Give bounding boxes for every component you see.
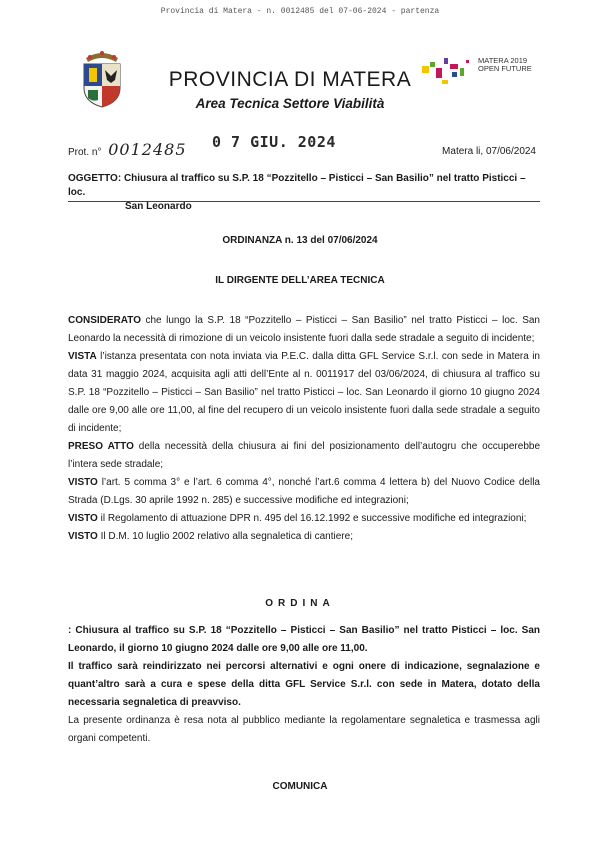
premise-paragraph [68, 312, 540, 348]
premise-text: l’istanza presentata con nota inviata via P.E.C. dalla ditta GFL Service S.r.l. con sede in Matera in data 31 maggio 2024, acquisita agli atti dell’Ente al n. 0011917 del 03/06/2024, di chiusura al traffico su S.P. 18 “Pozzitello – Pisticci – San Basilio” nel tratto Pisticci – loc. San Leonardo il giorno 10 giugno 2024 dalle ore 9,00 alle ore 11,00, al fine del recupero di un veicolo insistente fuori dalla sede stradale a seguito di incidente; [68, 351, 540, 434]
comunica-heading: COMUNICA [272, 781, 328, 792]
ordina-heading: ORDINA [265, 598, 335, 609]
protocol-header-stamp: Provincia di Matera - n. 0012485 del 07-06-2024 - partenza [160, 7, 440, 16]
place-date: Matera li, 07/06/2024 [442, 146, 536, 157]
premise-keyword: CONSIDERATO [68, 315, 141, 326]
order-section [68, 622, 540, 748]
order-detour: Il traffico sarà reindirizzato nei percorsi alternativi e ogni onere di indicazione, segnalazione e quant’altro sarà a cura e spese della ditta GFL Service S.r.l. con sede in Matera, dotato della necessaria segnaletica di preavviso. [68, 661, 540, 708]
premise-keyword: VISTO [68, 531, 98, 542]
premise-text: che lungo la S.P. 18 “Pozzitello – Pisticci – San Basilio” nel tratto Pisticci – loc. San Leonardo la necessità di rimozione di un veicolo insistente fuori dalla sede stradale a seguito di incidente; [68, 315, 540, 344]
premise-keyword: VISTA [68, 351, 97, 362]
matera-logo-line2: OPEN FUTURE [478, 64, 532, 73]
department-name: Area Tecnica Settore Viabilità [195, 96, 385, 111]
premise-text: Il D.M. 10 luglio 2002 relativo alla segnaletica di cantiere; [97, 531, 353, 542]
organization-name: PROVINCIA DI MATERA [168, 68, 412, 91]
premise-paragraph [68, 510, 540, 528]
premise-paragraph [68, 348, 540, 438]
protocol-number [68, 140, 187, 159]
premise-keyword: VISTO [68, 513, 98, 524]
matera-logo-line1: MATERA 2019 [478, 56, 528, 65]
subject-line1: Chiusura al traffico su S.P. 18 “Pozzitello – Pisticci – San Basilio” nel tratto Pisticci – loc. [68, 173, 526, 198]
province-crest-icon [80, 50, 124, 108]
order-publication: La presente ordinanza è resa nota al pubblico mediante la regolamentare segnaletica e trasmessa agli organi competenti. [68, 715, 540, 744]
protocol-handwritten-number: 0012485 [108, 140, 187, 159]
premise-paragraph [68, 438, 540, 474]
protocol-label: Prot. n° [68, 147, 102, 158]
ordinance-title: ORDINANZA n. 13 del 07/06/2024 [222, 235, 378, 246]
date-stamp: 0 7 GIU. 2024 [212, 133, 336, 151]
order-closure: : Chiusura al traffico su S.P. 18 “Pozzitello – Pisticci – San Basilio” nel tratto Pisticci – loc. San Leonardo, il giorno 10 giugno 2024 dalle ore 9,00 alle ore 11,00. [68, 625, 540, 654]
premise-paragraph [68, 474, 540, 510]
premise-text: il Regolamento di attuazione DPR n. 495 del 16.12.1992 e successive modifiche ed integrazioni; [97, 513, 527, 524]
premises-section [68, 312, 540, 546]
subject-line2: San Leonardo [125, 201, 192, 212]
subject-label: OGGETTO: [68, 173, 122, 184]
premise-paragraph [68, 528, 540, 546]
divider [68, 201, 540, 202]
premise-text: l’art. 5 comma 3° e l’art. 6 comma 4°, nonché l’art.6 comma 4 lettera b) del Nuovo Codice della Strada (D.Lgs. 30 aprile 1992 n. 285) e successive modifiche ed integrazioni; [68, 477, 540, 506]
issuer-heading: IL DIRGENTE DELL’AREA TECNICA [215, 275, 385, 286]
premise-keyword: PRESO ATTO [68, 441, 134, 452]
premise-keyword: VISTO [68, 477, 98, 488]
subject [68, 172, 538, 214]
premise-text: della necessità della chiusura ai fini del posizionamento dell’autogru che occuperebbe l’intera sede stradale; [68, 441, 541, 470]
